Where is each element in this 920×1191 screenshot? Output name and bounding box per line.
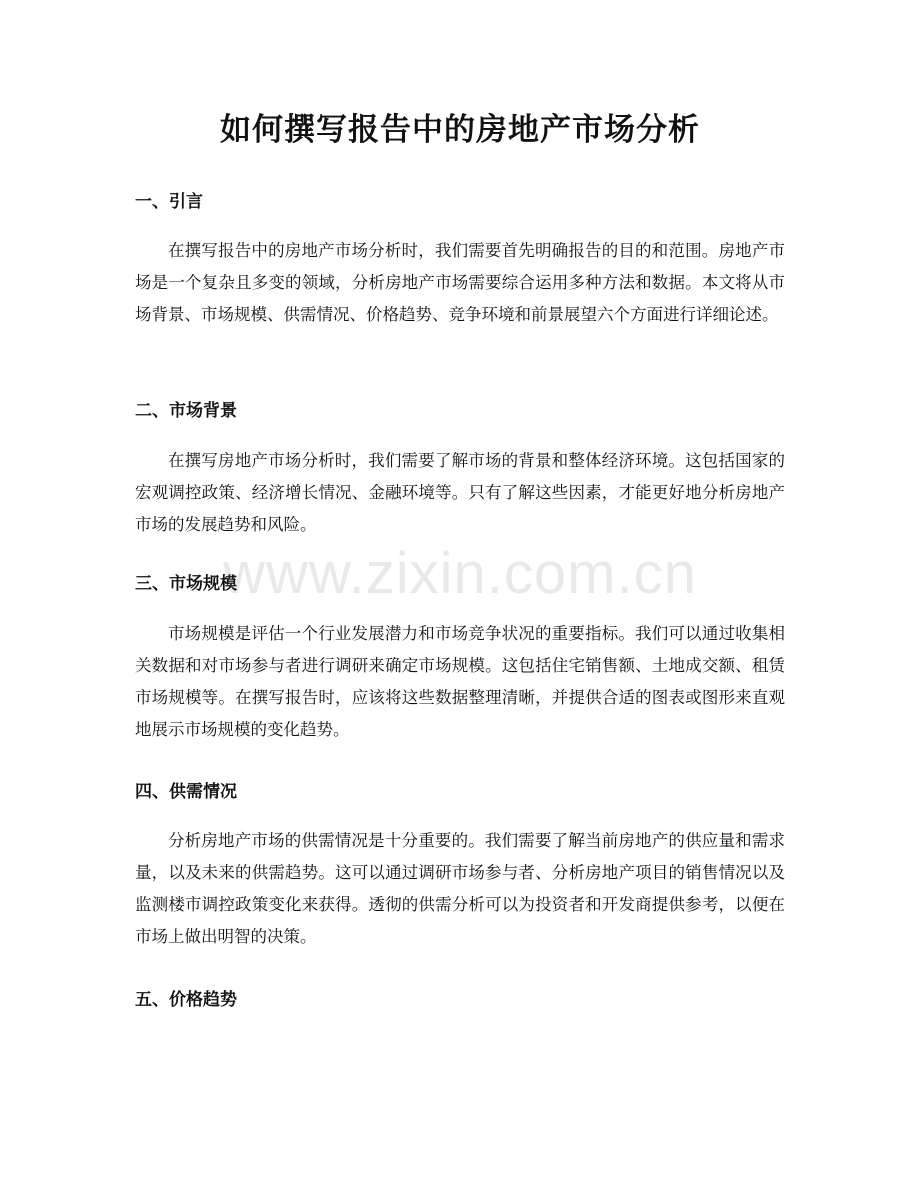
section-body-market-size: 市场规模是评估一个行业发展潜力和市场竞争状况的重要指标。我们可以通过收集相关数据和对市场参与者进行调研来确定市场规模。这包括住宅销售额、土地成交额、租赁市场规模等。在撰写报告时，应该将这些数据整理清晰，并提供合适的图表或图形来直观地展示市场规模的变化趋势。	[135, 624, 785, 739]
section-body-introduction: 在撰写报告中的房地产市场分析时，我们需要首先明确报告的目的和范围。房地产市场是一个复杂且多变的领域，分析房地产市场需要综合运用多种方法和数据。本文将从市场背景、市场规模、供需情况、价格趋势、竞争环境和前景展望六个方面进行详细论述。	[135, 241, 785, 324]
section-heading-price-trend: 五、价格趋势	[135, 990, 237, 1010]
section-heading-market-size: 三、市场规模	[135, 574, 237, 594]
section-body-supply-demand: 分析房地产市场的供需情况是十分重要的。我们需要了解当前房地产的供应量和需求量，以及未来的供需趋势。这可以通过调研市场参与者、分析房地产项目的销售情况以及监测楼市调控政策变化来获得。透彻的供需分析可以为投资者和开发商提供参考，以便在市场上做出明智的决策。	[135, 831, 785, 946]
section-heading-supply-demand: 四、供需情况	[135, 782, 237, 802]
document-title: 如何撰写报告中的房地产市场分析	[220, 112, 700, 148]
section-heading-market-background: 二、市场背景	[135, 401, 237, 421]
section-body-market-background: 在撰写房地产市场分析时，我们需要了解市场的背景和整体经济环境。这包括国家的宏观调控政策、经济增长情况、金融环境等。只有了解这些因素，才能更好地分析房地产市场的发展趋势和风险。	[135, 451, 785, 534]
section-heading-introduction: 一、引言	[135, 192, 203, 212]
watermark: www.zixin.com.cn	[223, 541, 697, 606]
